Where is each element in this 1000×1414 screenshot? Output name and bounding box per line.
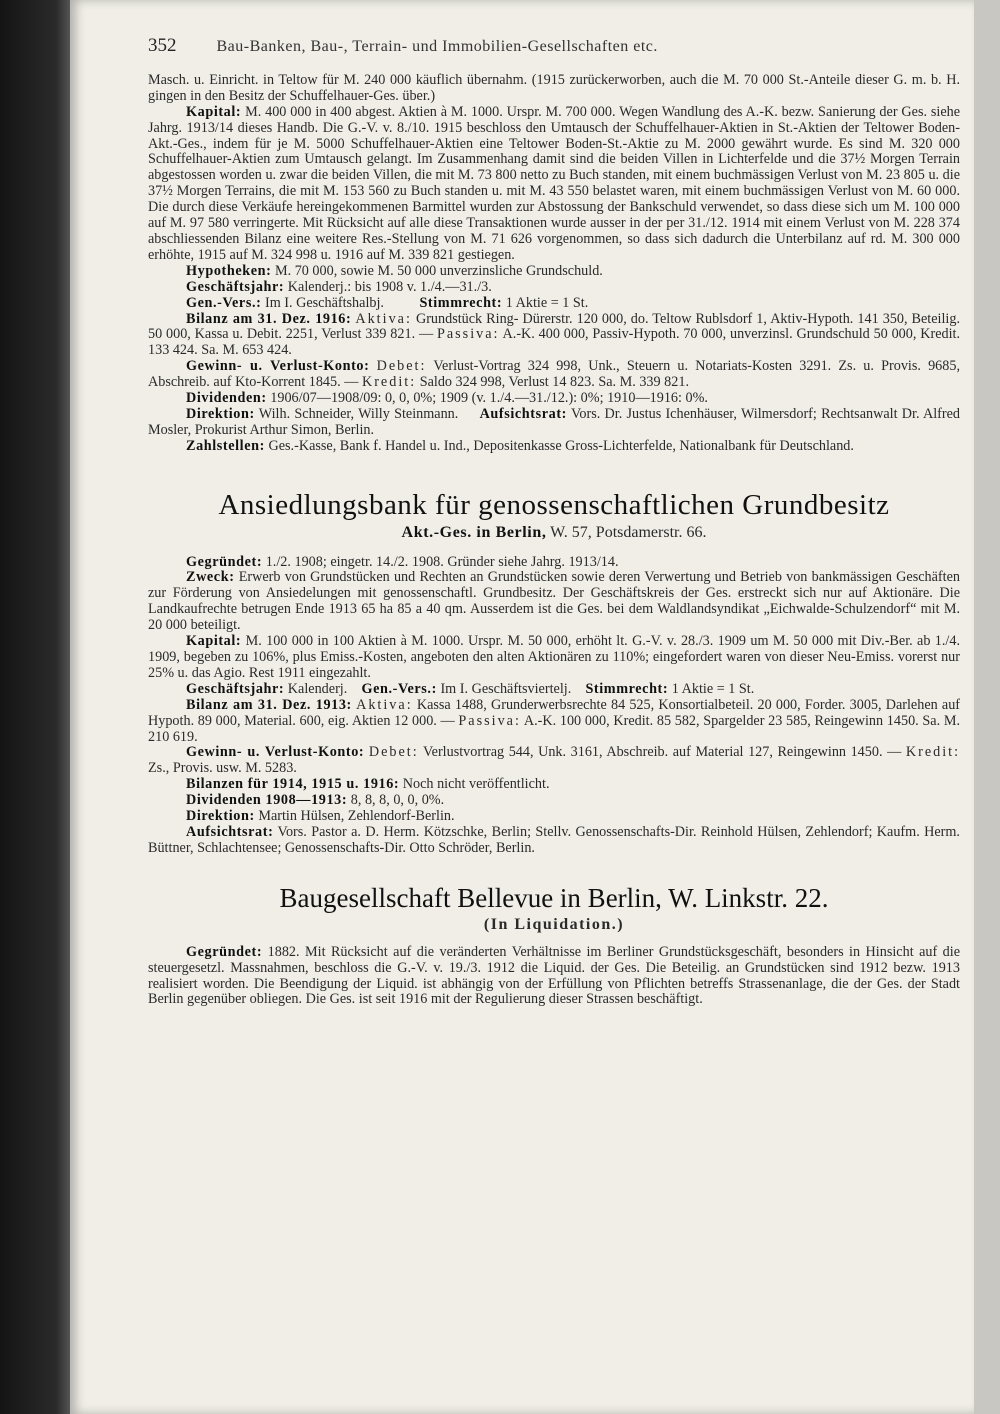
bilanzen-text: Noch nicht veröffentlicht. — [402, 776, 550, 793]
genvers-text: Im I. Geschäftshalbj. — [264, 294, 384, 311]
kredit-word: Kredit: — [905, 744, 961, 761]
bilanzen-paragraph — [148, 777, 960, 793]
guv-paragraph — [148, 745, 960, 777]
company-subtitle-bold: Akt.-Ges. in Berlin, — [401, 523, 547, 541]
gegruendet-label: Gegründet: — [186, 553, 263, 570]
page-header — [148, 35, 960, 56]
guv-label: Gewinn- u. Verlust-Konto: — [186, 358, 370, 375]
dividenden-text: 1906/07—1908/09: 0, 0, 0%; 1909 (v. 1./4.—31./12.): 0%; 1910—1916: 0%. — [270, 390, 708, 407]
zahlstellen-text: Ges.-Kasse, Bank f. Handel u. Ind., Depositenkasse Gross-Lichterfelde, Nationalbank für Deutschland. — [268, 437, 854, 454]
company-address: W. 57, Potsdamerstr. 66. — [550, 523, 707, 541]
company-subtitle — [148, 525, 960, 541]
guv-kredit: Zs., Provis. usw. M. 5283. — [148, 760, 297, 777]
bilanz-passiva: A.-K. 400 000, Passiv-Hypoth. 70 000, unverzinsl. Grundschuld 50 000, Kredit. 133 424. Sa. M. 653 424. — [148, 326, 961, 359]
genvers-paragraph — [148, 296, 960, 312]
gegruendet-text: 1./2. 1908; eingetr. 14./2. 1908. Gründer siehe Jahrg. 1913/14. — [265, 553, 619, 570]
debet-word: Debet: — [368, 744, 419, 761]
aufsichtsrat-label: Aufsichtsrat: — [479, 405, 567, 422]
zweck-text: Erwerb von Grundstücken und Rechten an Grundstücken sowie deren Verwertung und Betrieb von bankmässigen Geschäften zur Förderung von Ansiedelungen mit genossenschaftl. Grundbesitz. Der Geschäftskreis der Ges. erstreckt sich nur auf Aktionäre. Die Landkaufrechte betrugen Ende 1913 65 ha 85 a 40 qm. Ausserdem ist die Ges. bei dem Waldlandsyndikat „Eichwalde-Schulzendorf“ mit M. 20 000 beteiligt. — [148, 569, 960, 634]
scan-binding-shadow — [0, 0, 70, 1414]
guv-debet: Verlustvortrag 544, Unk. 3161, Abschreib. auf Material 127, Reingewinn 1450. — — [422, 744, 902, 761]
geschaeftsjahr-paragraph — [148, 280, 960, 296]
kapital-paragraph — [148, 105, 960, 264]
stimmrecht-label: Stimmrecht: — [419, 294, 503, 311]
geschaeftsjahr-paragraph — [148, 682, 960, 698]
aufsichtsrat-text: Vors. Dr. Justus Ichenhäuser, Wilmersdorf; Rechtsanwalt Dr. Alfred Mosler, Prokurist Arthur Simon, Berlin. — [148, 405, 960, 438]
hypotheken-label: Hypotheken: — [186, 262, 272, 279]
guv-paragraph — [148, 359, 960, 391]
zahlstellen-label: Zahlstellen: — [186, 437, 265, 454]
bilanz-paragraph — [148, 698, 960, 746]
intro-paragraph: Masch. u. Einricht. in Teltow für M. 240 000 käuflich übernahm. (1915 zurückerworben, auch die M. 70 000 St.-Anteile dieser G. m. b. H. gingen in den Besitz der Schuffelhauer-Ges. über.) — [148, 71, 960, 104]
debet-word: Debet: — [376, 358, 427, 375]
company-title: Baugesellschaft Bellevue in Berlin, W. Linkstr. 22. — [279, 882, 829, 913]
geschaeftsjahr-text: Kalenderj.: bis 1908 v. 1./4.—31./3. — [287, 278, 492, 295]
zweck-paragraph — [148, 570, 960, 634]
bilanz-passiva: A.-K. 100 000, Kredit. 85 582, Spargelder 23 585, Reingewinn 1450. Sa. M. 210 619. — [148, 712, 961, 745]
zahlstellen-paragraph — [148, 439, 960, 455]
bilanzen-label: Bilanzen für 1914, 1915 u. 1916: — [186, 776, 400, 793]
page-number: 352 — [148, 35, 177, 56]
geschaeftsjahr-label: Geschäftsjahr: — [186, 680, 285, 697]
section-bellevue — [148, 883, 960, 1009]
genvers-label: Gen.-Vers.: — [186, 294, 262, 311]
direktion-paragraph — [148, 809, 960, 825]
page-content — [148, 30, 960, 1008]
guv-label: Gewinn- u. Verlust-Konto: — [186, 744, 365, 761]
passiva-word: Passiva: — [458, 712, 521, 729]
hypotheken-text: M. 70 000, sowie M. 50 000 unverzinsliche Grundschuld. — [274, 262, 603, 279]
dividenden-label: Dividenden 1908—1913: — [186, 792, 348, 809]
gegruendet-text: 1882. Mit Rücksicht auf die veränderten Verhältnisse im Berliner Grundstücksgeschäft, besonders in Hinsicht auf die steuergesetzl. Massnahmen, beschloss die G.-V. v. 19./3. 1912 die Liquid. der Ges. Die Beteilig. an Grundstücken sind 1912 bezw. 1913 realisiert worden. Die Beendigung der Liquid. ist abhängig von der Erfüllung von Pflichten betreffs Strassenanlage, die der Ges. der Stadt Berlin gegenüber obliegen. Die Ges. ist seit 1916 mit der Regulierung dieser Strassen beschäftigt. — [148, 943, 960, 1008]
dividenden-label: Dividenden: — [186, 390, 267, 407]
dividenden-text: 8, 8, 8, 0, 0, 0%. — [350, 792, 445, 809]
kapital-text: M. 100 000 in 100 Aktien à M. 1000. Urspr. M. 50 000, erhöht lt. G.-V. v. 28./3. 1909 um M. 50 000 mit Div.-Ber. ab 1./4. 1909, begeben zu 106%, plus Emiss.-Kosten, angeboten den alten Aktionären zu 110%; eingefordert waren von dieser Neu-Emiss. vorerst nur 25% u. das Agio. Rest 1911 eingezahlt. — [148, 633, 960, 681]
direktion-text: Wilh. Schneider, Willy Steinmann. — [258, 405, 459, 422]
bilanz-paragraph: Bilanz am 31. Dez. 1916: Aktiva: Grundstück Ring- Dürerstr. 120 000, do. Teltow Rublsdorf 1, Aktiv-Hypoth. 141 350, Beteilig. 50 000, Kassa u. Debit. 2251, Verlust 339 821. — Passiva: A.-K. 400 000, Passiv-Hypoth. 70 000, unverzinsl. Grundschuld 50 000, Kredit. 133 424. Sa. M. 653 424. — [148, 310, 961, 359]
stimmrecht-text: 1 Aktie = 1 St. — [671, 680, 755, 697]
kredit-word: Kredit: — [361, 374, 417, 391]
bilanz-aktiva: Grundstück Ring- Dürerstr. 120 000, do. Teltow Rublsdorf 1, Aktiv-Hypoth. 141 350, Beteilig. 50 000, Kassa u. Debit. 2251, Verlust 339 821. — [148, 310, 961, 343]
dividenden-paragraph — [148, 391, 960, 407]
section-teltower-boden — [148, 73, 960, 455]
dividenden-paragraph — [148, 793, 960, 809]
book-page — [70, 0, 974, 1414]
kapital-label: Kapital: — [186, 103, 242, 120]
company-title: Ansiedlungsbank für genossenschaftlichen Grundbesitz — [218, 488, 890, 521]
gegruendet-paragraph — [148, 555, 960, 571]
guv-kredit: Saldo 324 998, Verlust 14 823. Sa. M. 339 821. — [419, 374, 689, 391]
genvers-text: Im I. Geschäftsviertelj. — [440, 680, 572, 697]
aufsichtsrat-text: Vors. Pastor a. D. Herm. Kötzschke, Berlin; Stellv. Genossenschafts-Dir. Reinhold Hülsen, Zehlendorf; Kaufm. Herm. Büttner, Schlachtensee; Genossenschafts-Dir. Otto Schröder, Berlin. — [148, 823, 960, 856]
gegruendet-label: Gegründet: — [186, 943, 263, 960]
section-ansiedlungsbank — [148, 489, 960, 857]
bilanz-aktiva: Kassa 1488, Grunderwerbsrechte 84 525, Konsortialbeteil. 20 000, Forder. 3005, Darlehen auf Hypoth. 89 000, Material. 600, eig. Aktien 12 000. — — [148, 696, 961, 729]
aufsichtsrat-label: Aufsichtsrat: — [186, 823, 274, 840]
aufsichtsrat-paragraph — [148, 825, 960, 857]
bilanz-label: Bilanz am 31. Dez. 1913: — [186, 696, 352, 713]
guv-debet: Verlust-Vortrag 324 998, Unk., Steuern u. Notariats-Kosten 3291. Zs. u. Provis. 9685, Abschreib. auf Kto-Korrent 1845. — — [148, 358, 961, 391]
genvers-label: Gen.-Vers.: — [361, 680, 437, 697]
running-head: Bau-Banken, Bau-, Terrain- und Immobilien-Gesellschaften etc. — [216, 38, 658, 55]
direktion-label: Direktion: — [186, 405, 255, 422]
kapital-paragraph — [148, 634, 960, 682]
passiva-word: Passiva: — [436, 326, 500, 343]
direktion-text: Martin Hülsen, Zehlendorf-Berlin. — [258, 808, 455, 825]
direktion-label: Direktion: — [186, 808, 255, 825]
gegruendet-paragraph — [148, 945, 960, 1009]
liquidation-note: (In Liquidation.) — [483, 915, 625, 933]
hypotheken-paragraph — [148, 264, 960, 280]
aktiva-word: Aktiva: — [356, 696, 413, 713]
kapital-text: M. 400 000 in 400 abgest. Aktien à M. 1000. Urspr. M. 700 000. Wegen Wandlung des A.-K. bezw. Sanierung der Ges. siehe Jahrg. 1913/14 dieses Handb. Die G.-V. v. 8./10. 1915 beschloss den Umtausch der Schuffelhauer-Aktien in St.-Aktien der Teltower Boden-Akt.-Ges., indem für je M. 5000 Schuffelhauer-Aktien eine Teltower Boden-St.-Aktie zu M. 2000 gewährt wurde. Es sind M. 320 000 Schuffelhauer-Aktien zum Umtausch gelangt. Im Zusammenhang damit sind die beiden Villen in Lichterfelde und die 37½ Morgen Terrain abgestossen worden u. zwar die beiden Villen, die mit M. 73 800 netto zu Buch standen, mit einem buchmässigen Verlust von M. 23 805 u. die 37½ Morgen Terrains, die mit M. 153 560 zu Buch standen u. mit M. 43 550 belastet waren, mit einem buchmässigen Verlust von M. 60 000. Die durch diese Verkäufe hereingekommenen Barmittel wurden zur Abstossung der Bankschuld verwendet, so dass diese sich um M. 100 000 auf M. 97 580 verringerte. Mit Rücksicht auf alle diese Transaktionen wurde ausser in der per 31./12. 1914 mit einem Verlust von M. 228 374 abschliessenden Bilanz eine weitere Res.-Stellung von M. 71 626 vorgenommen, so dass sich dadurch die Unterbilanz auf rd. M. 300 000 erhöhte, 1915 auf M. 324 998 u. 1916 auf M. 339 821 gestiegen. — [148, 103, 961, 263]
zweck-label: Zweck: — [186, 569, 235, 586]
direktion-paragraph — [148, 407, 960, 439]
stimmrecht-label: Stimmrecht: — [585, 680, 669, 697]
scan-right-margin — [974, 0, 1000, 1414]
geschaeftsjahr-label: Geschäftsjahr: — [186, 278, 285, 295]
aktiva-word: Aktiva: — [355, 310, 412, 327]
bilanz-label: Bilanz am 31. Dez. 1916: — [186, 310, 352, 327]
geschaeftsjahr-text: Kalenderj. — [287, 680, 348, 697]
kapital-label: Kapital: — [186, 633, 242, 650]
stimmrecht-text: 1 Aktie = 1 St. — [505, 294, 589, 311]
